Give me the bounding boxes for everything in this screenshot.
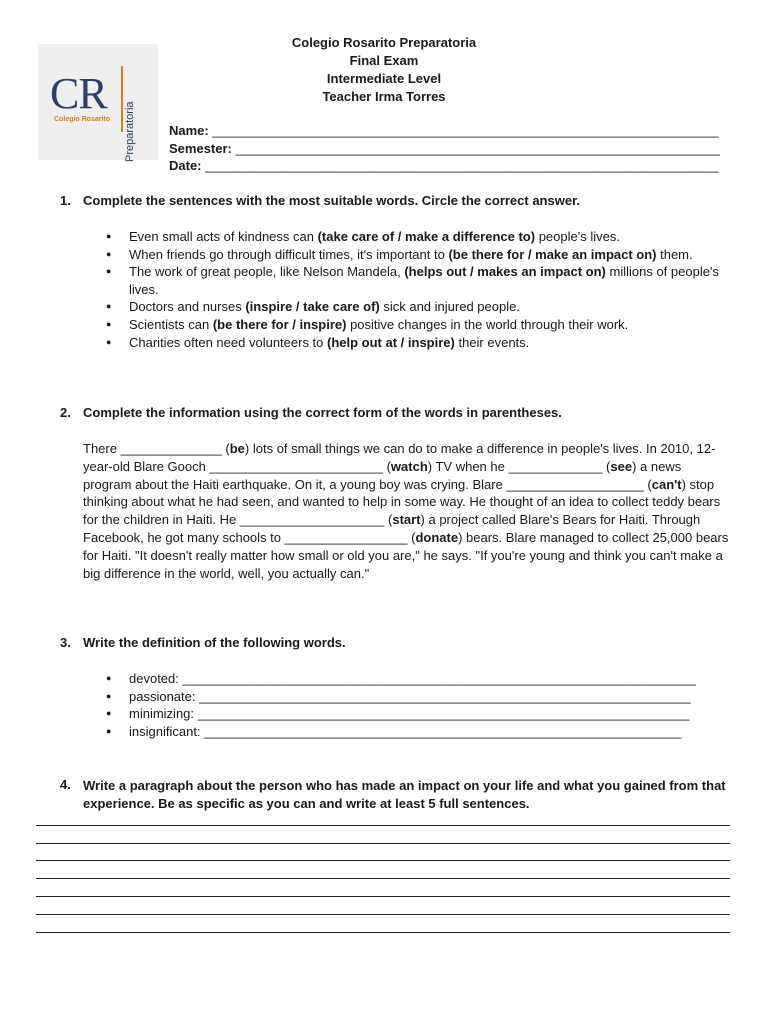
exam-header xyxy=(0,34,768,106)
name-blank[interactable]: ______________________________________________________________________ xyxy=(212,123,719,138)
list-item[interactable]: ● The work of great people, like Nelson Mandela, (helps out / makes an impact on) millions of people's lives. xyxy=(106,263,719,298)
definition-item[interactable]: ● minimizing: ____________________________________________________________________ xyxy=(106,705,729,723)
name-label: Name: xyxy=(169,123,209,138)
writing-line[interactable] xyxy=(36,932,730,933)
writing-line[interactable] xyxy=(36,843,730,844)
semester-blank[interactable]: ___________________________________________________________________ xyxy=(235,141,720,156)
question-1-list xyxy=(106,228,719,351)
writing-line[interactable] xyxy=(36,896,730,897)
semester-field[interactable] xyxy=(169,140,720,157)
writing-line[interactable] xyxy=(36,878,730,879)
question-number: 3. xyxy=(60,635,71,650)
question-number: 2. xyxy=(60,405,71,420)
logo-vertical-text: Preparatoria xyxy=(124,101,136,162)
question-1 xyxy=(60,193,580,208)
question-text: Complete the sentences with the most suitable words. Circle the correct answer. xyxy=(83,193,581,208)
school-name: Colegio Rosarito Preparatoria xyxy=(291,35,477,50)
date-label: Date: xyxy=(169,158,202,173)
name-field[interactable] xyxy=(169,122,718,139)
list-item[interactable]: ● When friends go through difficult times, it's important to (be there for / make an impact on) them. xyxy=(106,246,719,264)
date-field[interactable] xyxy=(169,157,718,174)
question-text: Write a paragraph about the person who has made an impact on your life and what you gained from that experience. Be as specific as you can and write at least 5 full sentences. xyxy=(83,778,726,811)
list-item[interactable]: ● Scientists can (be there for / inspire) positive changes in the world through their work. xyxy=(106,316,719,334)
question-3-list xyxy=(106,670,729,740)
semester-label: Semester: xyxy=(169,141,232,156)
exam-title: Final Exam xyxy=(349,53,419,68)
writing-line[interactable] xyxy=(36,914,730,915)
definition-item[interactable]: ● devoted: _______________________________________________________________________ xyxy=(106,670,729,688)
list-item[interactable]: ● Doctors and nurses (inspire / take care of) sick and injured people. xyxy=(106,298,719,316)
exam-level: Intermediate Level xyxy=(326,71,442,86)
definition-item[interactable]: ● insignificant: __________________________________________________________________ xyxy=(106,723,729,741)
question-2-paragraph[interactable]: There ______________ (be) lots of small things we can do to make a difference in people's lives. In 2010, 12-year-old Blare Gooch ________________________ (watch) TV when he _____________ (see) a news program about the Haiti earthquake. On it, a young boy was crying. Blare ___________________ (can't) stop thinking about what he had seen, and wanted to help in some way. He thought of an idea to collect teddy bears for the children in Haiti. He ____________________ (start) a project called Blare's Bears for Haiti. Through Facebook, he got many schools to _________________ (donate) bears. Blare managed to collect 25,000 bears for Haiti. "It doesn't really matter how small or old you are," he says. "If you're young and think you can't make a big difference in the world, well, you actually can." xyxy=(83,441,729,581)
question-2 xyxy=(60,405,562,420)
question-text: Complete the information using the correct form of the words in parentheses. xyxy=(83,405,562,420)
definition-item[interactable]: ● passionate: ____________________________________________________________________ xyxy=(106,688,729,706)
teacher-name: Teacher Irma Torres xyxy=(322,89,446,104)
question-number: 4. xyxy=(60,777,71,792)
question-4 xyxy=(60,777,733,812)
question-3 xyxy=(60,635,346,650)
writing-line[interactable] xyxy=(36,860,730,861)
writing-line[interactable] xyxy=(36,825,730,826)
question-number: 1. xyxy=(60,193,71,208)
date-blank[interactable]: _______________________________________________________________________ xyxy=(205,158,719,173)
list-item[interactable]: ● Even small acts of kindness can (take care of / make a difference to) people's lives. xyxy=(106,228,719,246)
logo-subtitle: Colegio Rosarito xyxy=(54,116,111,123)
logo-letters: CR xyxy=(50,69,107,118)
list-item[interactable]: ● Charities often need volunteers to (help out at / inspire) their events. xyxy=(106,334,719,352)
question-text: Write the definition of the following words. xyxy=(83,635,346,650)
